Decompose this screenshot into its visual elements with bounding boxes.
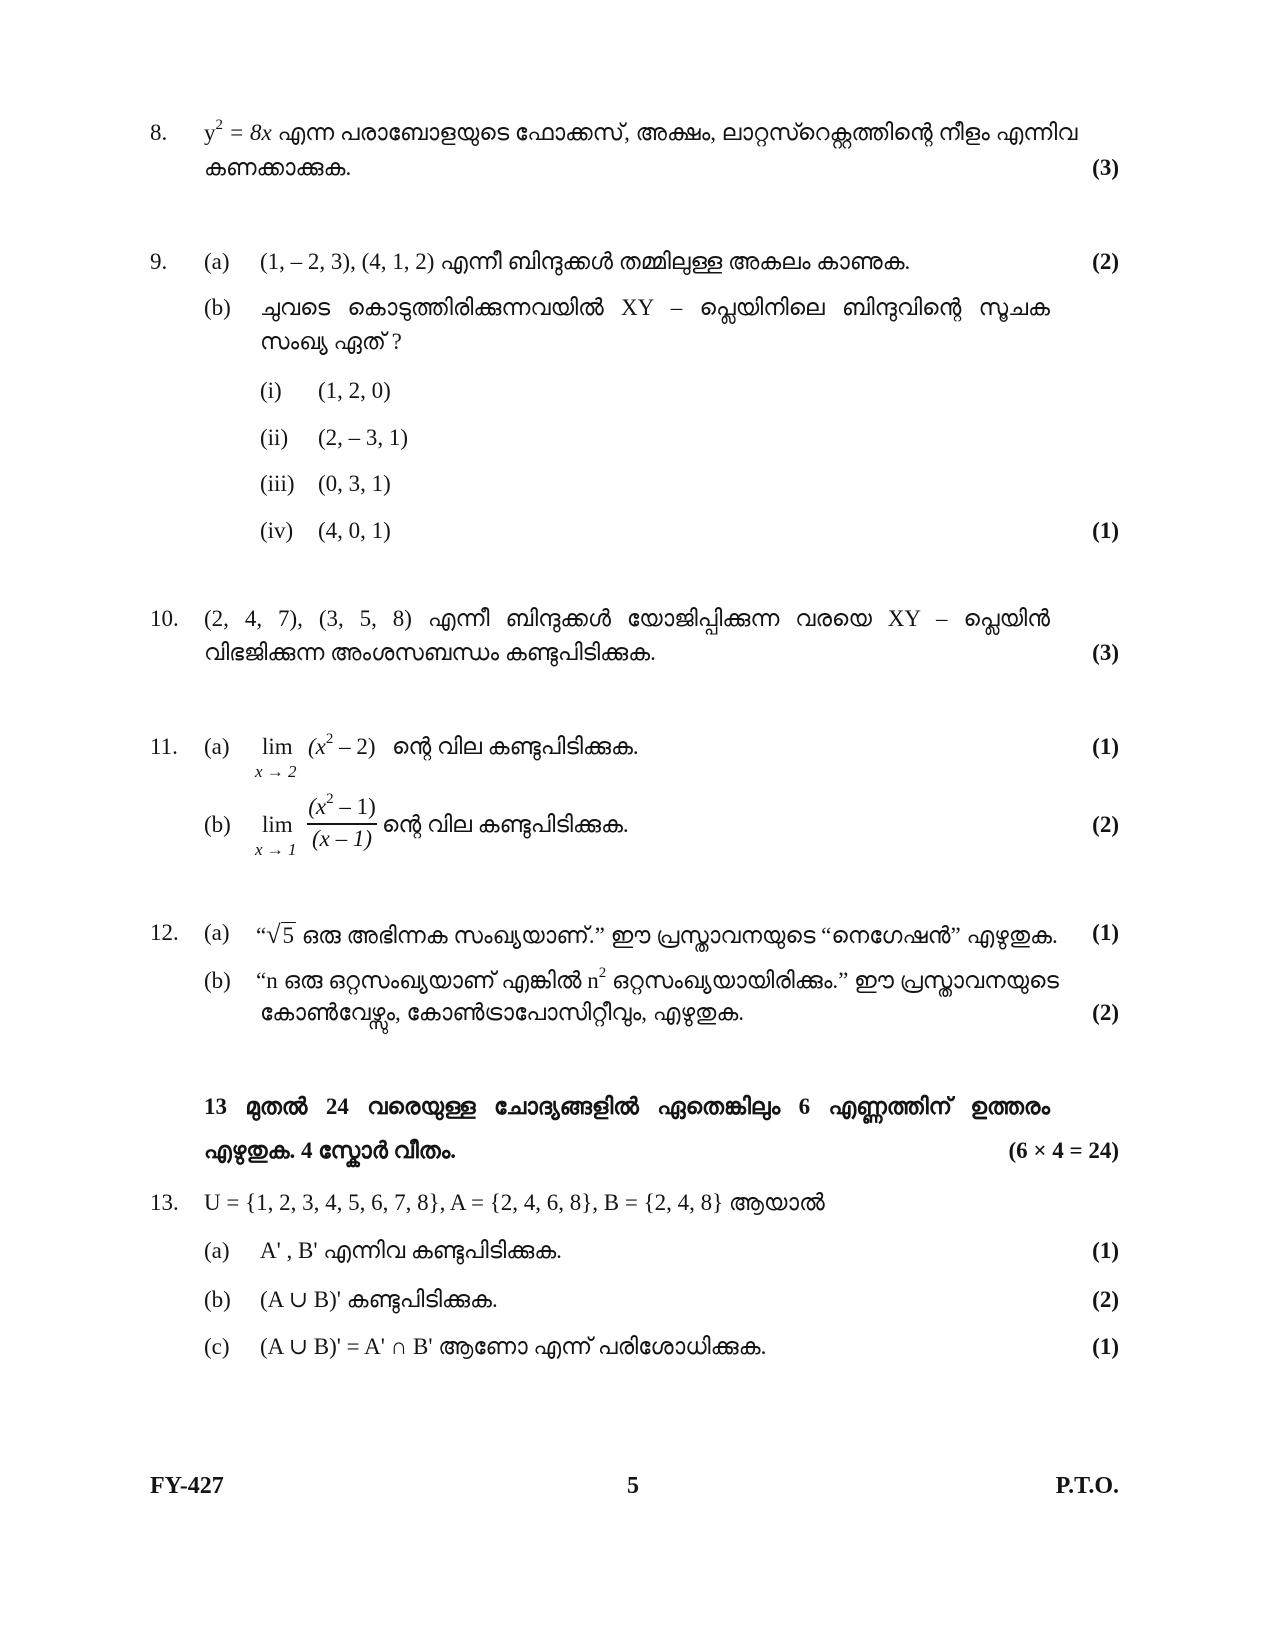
question-number: 13. bbox=[150, 1190, 179, 1215]
question-number: 9. bbox=[150, 249, 168, 274]
num-exponent: 2 bbox=[326, 791, 334, 807]
mark: (3) bbox=[1092, 155, 1119, 180]
mark: (1) bbox=[1092, 920, 1119, 945]
question-number: 12. bbox=[150, 920, 179, 945]
subpart-label: (b) bbox=[204, 812, 231, 837]
mark: (2) bbox=[1092, 1287, 1119, 1312]
option-label: (iii) bbox=[260, 471, 295, 496]
mark: (2) bbox=[1092, 1000, 1119, 1025]
mark: (2) bbox=[1092, 249, 1119, 274]
square-root bbox=[266, 920, 296, 950]
subpart-label: (a) bbox=[204, 920, 230, 945]
question-text-line1 bbox=[204, 117, 1078, 146]
radical-sign: √ bbox=[266, 920, 281, 949]
question-text: എന്ന പരാബോളയുടെ ഫോക്കസ്, അക്ഷം, ലാറ്റസ്റെക്റ്റത്തിന്റെ നീളം എന്നിവ bbox=[271, 120, 1078, 145]
option-value: (2, – 3, 1) bbox=[318, 425, 409, 450]
option-label: (ii) bbox=[260, 425, 289, 450]
statement-a: “n ഒരു ഒറ്റസംഖ്യയാണ് എങ്കിൽ n bbox=[256, 968, 599, 993]
statement-b: ഒറ്റസംഖ്യയായിരിക്കും.” ഈ പ്രസ്താവനയുടെ bbox=[606, 968, 1059, 993]
option-label: (i) bbox=[260, 378, 282, 403]
equation-exponent: 2 bbox=[215, 117, 223, 133]
equation-var: y bbox=[204, 120, 216, 145]
mark: (1) bbox=[1092, 518, 1119, 543]
subpart-text-line1: ചുവടെ കൊടുത്തിരിക്കുന്നവയിൽ XY – പ്ലെയിനിലെ ബിന്ദുവിന്റെ സൂചക bbox=[260, 295, 1050, 320]
open-quote: “ bbox=[256, 923, 267, 948]
limit-subscript: x → 2 bbox=[255, 762, 297, 781]
subpart-text: (A ∪ B)' = A' ∩ B' ആണോ എന്ന് പരിശോധിക്കുക. bbox=[260, 1334, 767, 1359]
question-number: 8. bbox=[150, 120, 168, 145]
limit-expression bbox=[308, 731, 376, 760]
fraction-numerator bbox=[306, 791, 378, 820]
question-number: 11. bbox=[150, 734, 178, 759]
subpart-text: (1, – 2, 3), (4, 1, 2) എന്നീ ബിന്ദുക്കൾ തമ്മിലുള്ള അകലം കാണുക. bbox=[260, 249, 911, 274]
exponent: 2 bbox=[598, 965, 607, 981]
limit-operator: lim bbox=[262, 812, 293, 837]
fraction-bar bbox=[307, 823, 377, 825]
limit-operator: lim bbox=[262, 734, 293, 759]
statement: ഒരു അഭിന്നക സംഖ്യയാണ്.” ഈ പ്രസ്താവനയുടെ “നെഗേഷൻ” എഴുതുക. bbox=[296, 923, 1058, 948]
option-value: (4, 0, 1) bbox=[318, 518, 391, 543]
page-number: 5 bbox=[627, 1473, 639, 1499]
subpart-text: ന്റെ വില കണ്ടുപിടിക്കുക. bbox=[392, 734, 639, 759]
mark: (1) bbox=[1092, 734, 1119, 759]
subpart-text: A' , B' എന്നിവ കണ്ടുപിടിക്കുക. bbox=[260, 1238, 562, 1263]
subpart-text: (A ∪ B)' കണ്ടുപിടിക്കുക. bbox=[260, 1287, 498, 1312]
option-label: (iv) bbox=[260, 518, 294, 543]
mark: (3) bbox=[1092, 640, 1119, 665]
mark: (1) bbox=[1092, 1334, 1119, 1359]
mark: (1) bbox=[1092, 1238, 1119, 1263]
subpart-label: (c) bbox=[204, 1334, 230, 1359]
equation-rest: = 8x bbox=[223, 120, 272, 145]
question-stem: U = {1, 2, 3, 4, 5, 6, 7, 8}, A = {2, 4, 6, 8}, B = {2, 4, 8} ആയാൽ bbox=[204, 1190, 825, 1215]
paper-code: FY-427 bbox=[150, 1473, 224, 1499]
subpart-label: (a) bbox=[204, 249, 230, 274]
expr-var: (x bbox=[308, 734, 326, 759]
instruction-line2: എഴുതുക. 4 സ്കോർ വീതം. bbox=[204, 1138, 457, 1163]
subpart-label: (a) bbox=[204, 734, 230, 759]
question-text-line1: (2, 4, 7), (3, 5, 8) എന്നീ ബിന്ദുക്കൾ യോജിപ്പിക്കുന്ന വരയെ XY – പ്ലെയിൻ bbox=[204, 606, 1050, 631]
subpart-text-line2: സംഖ്യ ഏത് ? bbox=[260, 329, 402, 354]
question-text-line2: വിഭജിക്കുന്ന അംശസബന്ധം കണ്ടുപിടിക്കുക. bbox=[204, 640, 656, 665]
expr-exponent: 2 bbox=[325, 731, 334, 747]
fraction-denominator: (x – 1) bbox=[311, 826, 373, 851]
instruction-line1: 13 മുതൽ 24 വരെയുള്ള ചോദ്യങ്ങളിൽ ഏതെങ്കിലും 6 എണ്ണത്തിന് ഉത്തരം bbox=[204, 1094, 1050, 1119]
section-mark: (6 × 4 = 24) bbox=[1008, 1138, 1119, 1163]
question-text-line2: കണക്കാക്കുക. bbox=[204, 155, 352, 180]
subpart-label: (b) bbox=[204, 968, 231, 993]
num-rest: – 1) bbox=[333, 794, 376, 819]
subpart-text-line2: കോൺവേഴ്സും, കോൺട്രാപോസിറ്റീവും, എഴുതുക. bbox=[260, 1000, 745, 1025]
option-value: (1, 2, 0) bbox=[318, 378, 391, 403]
subpart-label: (a) bbox=[204, 1238, 230, 1263]
radicand: 5 bbox=[282, 923, 294, 948]
question-number: 10. bbox=[150, 606, 179, 631]
option-value: (0, 3, 1) bbox=[318, 471, 391, 496]
subpart-label: (b) bbox=[204, 1287, 231, 1312]
num-var: (x bbox=[308, 794, 327, 819]
mark: (2) bbox=[1092, 812, 1119, 837]
subpart-text: ന്റെ വില കണ്ടുപിടിക്കുക. bbox=[382, 812, 629, 837]
please-turn-over: P.T.O. bbox=[1055, 1473, 1119, 1499]
subpart-text-line1 bbox=[256, 965, 1059, 994]
limit-subscript: x → 1 bbox=[255, 840, 297, 859]
expr-rest: – 2) bbox=[333, 734, 376, 759]
subpart-label: (b) bbox=[204, 295, 231, 320]
subpart-text bbox=[256, 920, 1058, 950]
